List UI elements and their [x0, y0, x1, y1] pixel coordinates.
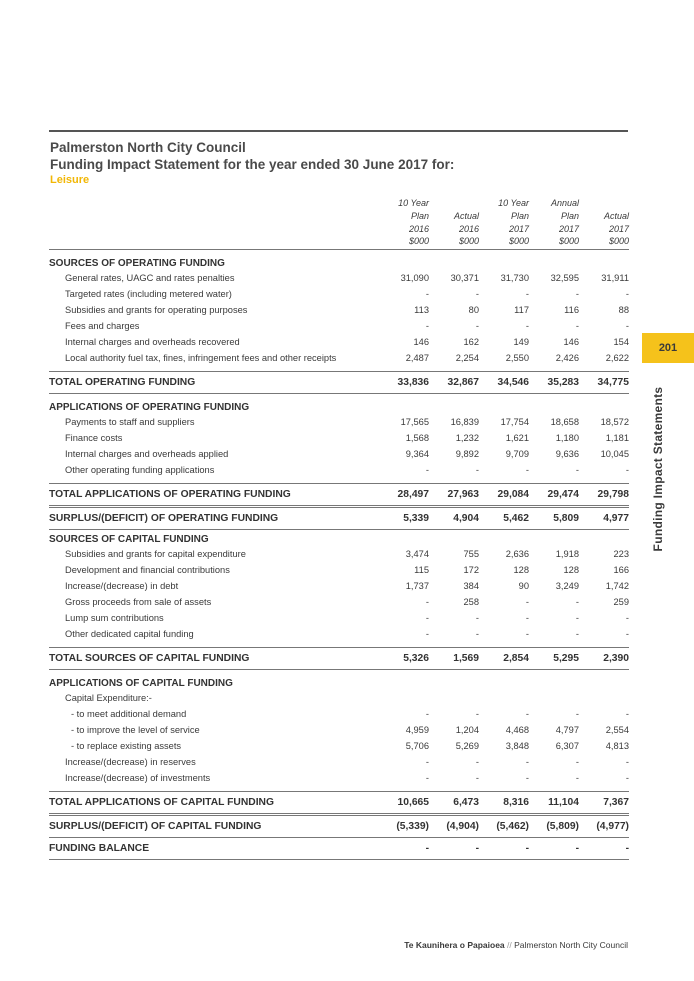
table-row	[49, 754, 629, 770]
table-row	[49, 722, 629, 738]
row-value: -	[425, 757, 429, 767]
row-value: 1,180	[555, 433, 579, 443]
table-row	[49, 334, 629, 350]
col-header: $000	[429, 235, 479, 250]
row-label: TOTAL SOURCES OF CAPITAL FUNDING	[49, 648, 379, 670]
row-value: 154	[613, 337, 629, 347]
row-value: 1,181	[605, 433, 629, 443]
row-label: Other operating funding applications	[65, 465, 215, 475]
table-row	[49, 610, 629, 626]
row-value: -	[525, 321, 529, 331]
row-value: 10,665	[379, 792, 429, 815]
row-value: -	[525, 757, 529, 767]
row-value: 9,892	[455, 449, 479, 459]
row-value: -	[625, 465, 629, 475]
row-value: -	[379, 838, 429, 860]
total-row	[49, 838, 629, 860]
total-row	[49, 484, 629, 507]
row-value: (5,339)	[379, 815, 429, 838]
row-value: 166	[613, 565, 629, 575]
row-value: 9,636	[555, 449, 579, 459]
row-value: 1,569	[429, 648, 479, 670]
row-value: -	[425, 289, 429, 299]
row-value: -	[525, 289, 529, 299]
row-value: 128	[513, 565, 529, 575]
row-value: (5,462)	[479, 815, 529, 838]
row-value: 755	[463, 549, 479, 559]
row-value: 3,848	[505, 741, 529, 751]
row-value: 384	[463, 581, 479, 591]
row-value: -	[625, 321, 629, 331]
row-value: -	[625, 289, 629, 299]
row-value: 128	[563, 565, 579, 575]
table-row	[49, 302, 629, 318]
row-value: -	[525, 597, 529, 607]
col-header: 2016	[458, 224, 479, 234]
row-value: 5,339	[379, 507, 429, 530]
header-row-2	[49, 209, 629, 222]
row-value: 1,204	[455, 725, 479, 735]
row-value: -	[429, 838, 479, 860]
row-value: -	[425, 773, 429, 783]
row-value: 1,232	[455, 433, 479, 443]
row-value: 34,775	[579, 372, 629, 394]
row-value: 6,307	[555, 741, 579, 751]
row-value: 1,918	[555, 549, 579, 559]
total-row	[49, 507, 629, 530]
row-label: Gross proceeds from sale of assets	[65, 597, 212, 607]
row-value: -	[575, 629, 579, 639]
row-value: -	[575, 757, 579, 767]
row-value: -	[425, 629, 429, 639]
row-value: 5,295	[529, 648, 579, 670]
table-row	[49, 594, 629, 610]
table-row	[49, 626, 629, 642]
row-value: 17,754	[500, 417, 529, 427]
row-value: -	[575, 709, 579, 719]
table-row	[49, 430, 629, 446]
table-row	[49, 286, 629, 302]
row-label: SURPLUS/(DEFICIT) OF OPERATING FUNDING	[49, 507, 379, 530]
council-name: Palmerston North City Council	[50, 140, 246, 155]
row-value: -	[625, 773, 629, 783]
col-header: Annual	[550, 198, 579, 208]
row-value: 29,798	[579, 484, 629, 507]
row-value: 1,621	[505, 433, 529, 443]
row-value: 2,636	[505, 549, 529, 559]
table-row	[49, 578, 629, 594]
col-header: Actual	[603, 211, 629, 221]
row-value: (4,977)	[579, 815, 629, 838]
row-label: Local authority fuel tax, fines, infringement fees and other receipts	[65, 353, 337, 363]
row-value: 2,487	[405, 353, 429, 363]
row-value: 80	[468, 305, 479, 315]
row-label: Subsidies and grants for operating purposes	[65, 305, 248, 315]
row-value: (4,904)	[429, 815, 479, 838]
row-value: 146	[413, 337, 429, 347]
header-row-3	[49, 222, 629, 235]
row-value: 5,809	[529, 507, 579, 530]
row-value: -	[575, 773, 579, 783]
row-label: Payments to staff and suppliers	[65, 417, 195, 427]
row-value: 117	[514, 305, 529, 315]
row-value: -	[475, 629, 479, 639]
table-row	[49, 546, 629, 562]
row-label: - to replace existing assets	[71, 741, 182, 751]
row-value: -	[529, 838, 579, 860]
row-label: APPLICATIONS OF CAPITAL FUNDING	[49, 677, 233, 689]
row-value: -	[475, 757, 479, 767]
row-label: Fees and charges	[65, 321, 140, 331]
row-value: -	[525, 773, 529, 783]
row-value: 4,468	[505, 725, 529, 735]
row-value: 5,269	[455, 741, 479, 751]
row-label: Increase/(decrease) in reserves	[65, 757, 196, 767]
row-value: 33,836	[379, 372, 429, 394]
row-value: 34,546	[479, 372, 529, 394]
total-row	[49, 372, 629, 394]
col-header: $000	[579, 235, 629, 250]
row-value: 17,565	[400, 417, 429, 427]
row-value: 90	[518, 581, 529, 591]
row-label: Increase/(decrease) of investments	[65, 773, 211, 783]
row-value: 4,813	[605, 741, 629, 751]
row-value: -	[425, 613, 429, 623]
table-row	[49, 770, 629, 786]
col-header	[429, 196, 479, 209]
row-value: 2,854	[479, 648, 529, 670]
row-label: Internal charges and overheads recovered	[65, 337, 240, 347]
row-value: 27,963	[429, 484, 479, 507]
row-label: Targeted rates (including metered water)	[65, 289, 232, 299]
row-value: 5,706	[405, 741, 429, 751]
row-value: 11,104	[529, 792, 579, 815]
row-label: SOURCES OF OPERATING FUNDING	[49, 257, 225, 269]
row-value: -	[525, 629, 529, 639]
row-value: 31,911	[601, 273, 629, 283]
row-value: 6,473	[429, 792, 479, 815]
row-value: 113	[414, 305, 429, 315]
row-value: -	[475, 321, 479, 331]
activity-name: Leisure	[50, 174, 90, 186]
row-value: -	[425, 597, 429, 607]
footer-council-name: Palmerston North City Council	[514, 940, 628, 950]
row-value: 32,867	[429, 372, 479, 394]
row-value: -	[525, 709, 529, 719]
header-row-4	[49, 235, 629, 250]
row-value: 258	[463, 597, 479, 607]
row-value: 8,316	[479, 792, 529, 815]
section-heading	[49, 530, 629, 547]
row-label: Other dedicated capital funding	[65, 629, 194, 639]
section-heading	[49, 670, 629, 691]
row-value: 4,797	[555, 725, 579, 735]
row-label: Capital Expenditure:-	[65, 693, 152, 703]
row-label: Finance costs	[65, 433, 123, 443]
row-value: -	[425, 709, 429, 719]
row-label: APPLICATIONS OF OPERATING FUNDING	[49, 401, 250, 413]
statement-title: Funding Impact Statement for the year ended 30 June 2017 for:	[50, 157, 455, 172]
section-side-label	[651, 374, 665, 564]
row-label: FUNDING BALANCE	[49, 838, 379, 860]
row-value: 2,554	[605, 725, 629, 735]
row-value: 223	[613, 549, 629, 559]
row-label: General rates, UAGC and rates penalties	[65, 273, 235, 283]
row-label: Development and financial contributions	[65, 565, 230, 575]
row-value: -	[475, 613, 479, 623]
row-value: 3,474	[405, 549, 429, 559]
row-value: -	[575, 289, 579, 299]
row-value: 30,371	[450, 273, 479, 283]
col-header: $000	[379, 235, 429, 250]
row-label: SOURCES OF CAPITAL FUNDING	[49, 533, 209, 545]
page-footer	[300, 940, 628, 950]
row-value: 31,730	[500, 273, 529, 283]
footer-maori-name: Te Kaunihera o Papaioea	[404, 940, 505, 950]
table-row	[49, 350, 629, 366]
row-value: 9,364	[405, 449, 429, 459]
row-value: 10,045	[600, 449, 629, 459]
col-header: 2017	[508, 224, 529, 234]
col-header: Plan	[560, 211, 579, 221]
table-row	[49, 738, 629, 754]
row-value: -	[579, 838, 629, 860]
funding-impact-table	[49, 196, 629, 860]
col-header: 10 Year	[398, 198, 429, 208]
row-value: -	[525, 465, 529, 475]
row-value: 172	[463, 565, 479, 575]
row-value: 32,595	[550, 273, 579, 283]
row-value: 116	[564, 305, 579, 315]
row-value: 115	[414, 565, 429, 575]
row-label: SURPLUS/(DEFICIT) OF CAPITAL FUNDING	[49, 815, 379, 838]
row-value: 259	[613, 597, 629, 607]
col-header: 2017	[558, 224, 579, 234]
table-row	[49, 706, 629, 722]
total-row	[49, 792, 629, 815]
row-value: 5,462	[479, 507, 529, 530]
row-label: Increase/(decrease) in debt	[65, 581, 179, 591]
table-row	[49, 318, 629, 334]
row-value: 7,367	[579, 792, 629, 815]
row-value: -	[425, 321, 429, 331]
row-value: 35,283	[529, 372, 579, 394]
col-header: 2017	[608, 224, 629, 234]
row-value: 2,426	[555, 353, 579, 363]
row-value: 9,709	[505, 449, 529, 459]
section-heading	[49, 250, 629, 271]
col-header: Plan	[510, 211, 529, 221]
row-label: TOTAL APPLICATIONS OF CAPITAL FUNDING	[49, 792, 379, 815]
col-header: 2016	[408, 224, 429, 234]
col-header: Actual	[453, 211, 479, 221]
footer-separator: //	[507, 940, 512, 950]
table-row	[49, 414, 629, 430]
header-row-1	[49, 196, 629, 209]
total-row	[49, 648, 629, 670]
row-value: 2,550	[505, 353, 529, 363]
row-value: 18,658	[550, 417, 579, 427]
row-value: -	[625, 629, 629, 639]
row-value: 5,326	[379, 648, 429, 670]
row-label: - to meet additional demand	[71, 709, 187, 719]
row-value: -	[479, 838, 529, 860]
row-value: -	[425, 465, 429, 475]
row-value: 1,568	[405, 433, 429, 443]
section-heading	[49, 394, 629, 415]
row-value: 31,090	[400, 273, 429, 283]
total-row	[49, 815, 629, 838]
row-value: 1,742	[605, 581, 629, 591]
col-header	[579, 196, 629, 209]
row-value: 2,622	[605, 353, 629, 363]
row-value: 162	[463, 337, 479, 347]
col-header: $000	[529, 235, 579, 250]
row-value: 29,084	[479, 484, 529, 507]
row-value: 1,737	[405, 581, 429, 591]
row-value: 28,497	[379, 484, 429, 507]
row-value: -	[625, 757, 629, 767]
row-value: -	[475, 289, 479, 299]
row-label: Internal charges and overheads applied	[65, 449, 229, 459]
row-value: -	[625, 613, 629, 623]
row-value: -	[625, 709, 629, 719]
row-label: Subsidies and grants for capital expenditure	[65, 549, 246, 559]
col-header: $000	[479, 235, 529, 250]
row-value: -	[575, 321, 579, 331]
row-value: 146	[563, 337, 579, 347]
row-value: -	[575, 613, 579, 623]
table-row	[49, 562, 629, 578]
row-value: -	[475, 773, 479, 783]
row-value: 29,474	[529, 484, 579, 507]
row-value: 2,390	[579, 648, 629, 670]
row-value: -	[475, 709, 479, 719]
row-value: 18,572	[600, 417, 629, 427]
top-rule	[49, 130, 628, 132]
row-value: 88	[618, 305, 629, 315]
table-row	[49, 462, 629, 478]
row-value: -	[525, 613, 529, 623]
table-row	[49, 270, 629, 286]
row-value: 149	[513, 337, 529, 347]
row-value: 4,959	[405, 725, 429, 735]
row-value: -	[575, 597, 579, 607]
row-value: 3,249	[555, 581, 579, 591]
table-row	[49, 690, 629, 706]
row-value: 2,254	[455, 353, 479, 363]
page-number-tab: 201	[642, 333, 694, 363]
row-label: - to improve the level of service	[71, 725, 200, 735]
row-label: TOTAL OPERATING FUNDING	[49, 372, 379, 394]
section-side-text: Funding Impact Statements	[651, 386, 665, 552]
table-row	[49, 446, 629, 462]
col-header: 10 Year	[498, 198, 529, 208]
row-value: 16,839	[450, 417, 479, 427]
row-label: Lump sum contributions	[65, 613, 164, 623]
col-header: Plan	[410, 211, 429, 221]
row-value: 4,977	[579, 507, 629, 530]
row-value: -	[575, 465, 579, 475]
row-value: -	[475, 465, 479, 475]
row-label: TOTAL APPLICATIONS OF OPERATING FUNDING	[49, 484, 379, 507]
row-value: 4,904	[429, 507, 479, 530]
row-value: (5,809)	[529, 815, 579, 838]
